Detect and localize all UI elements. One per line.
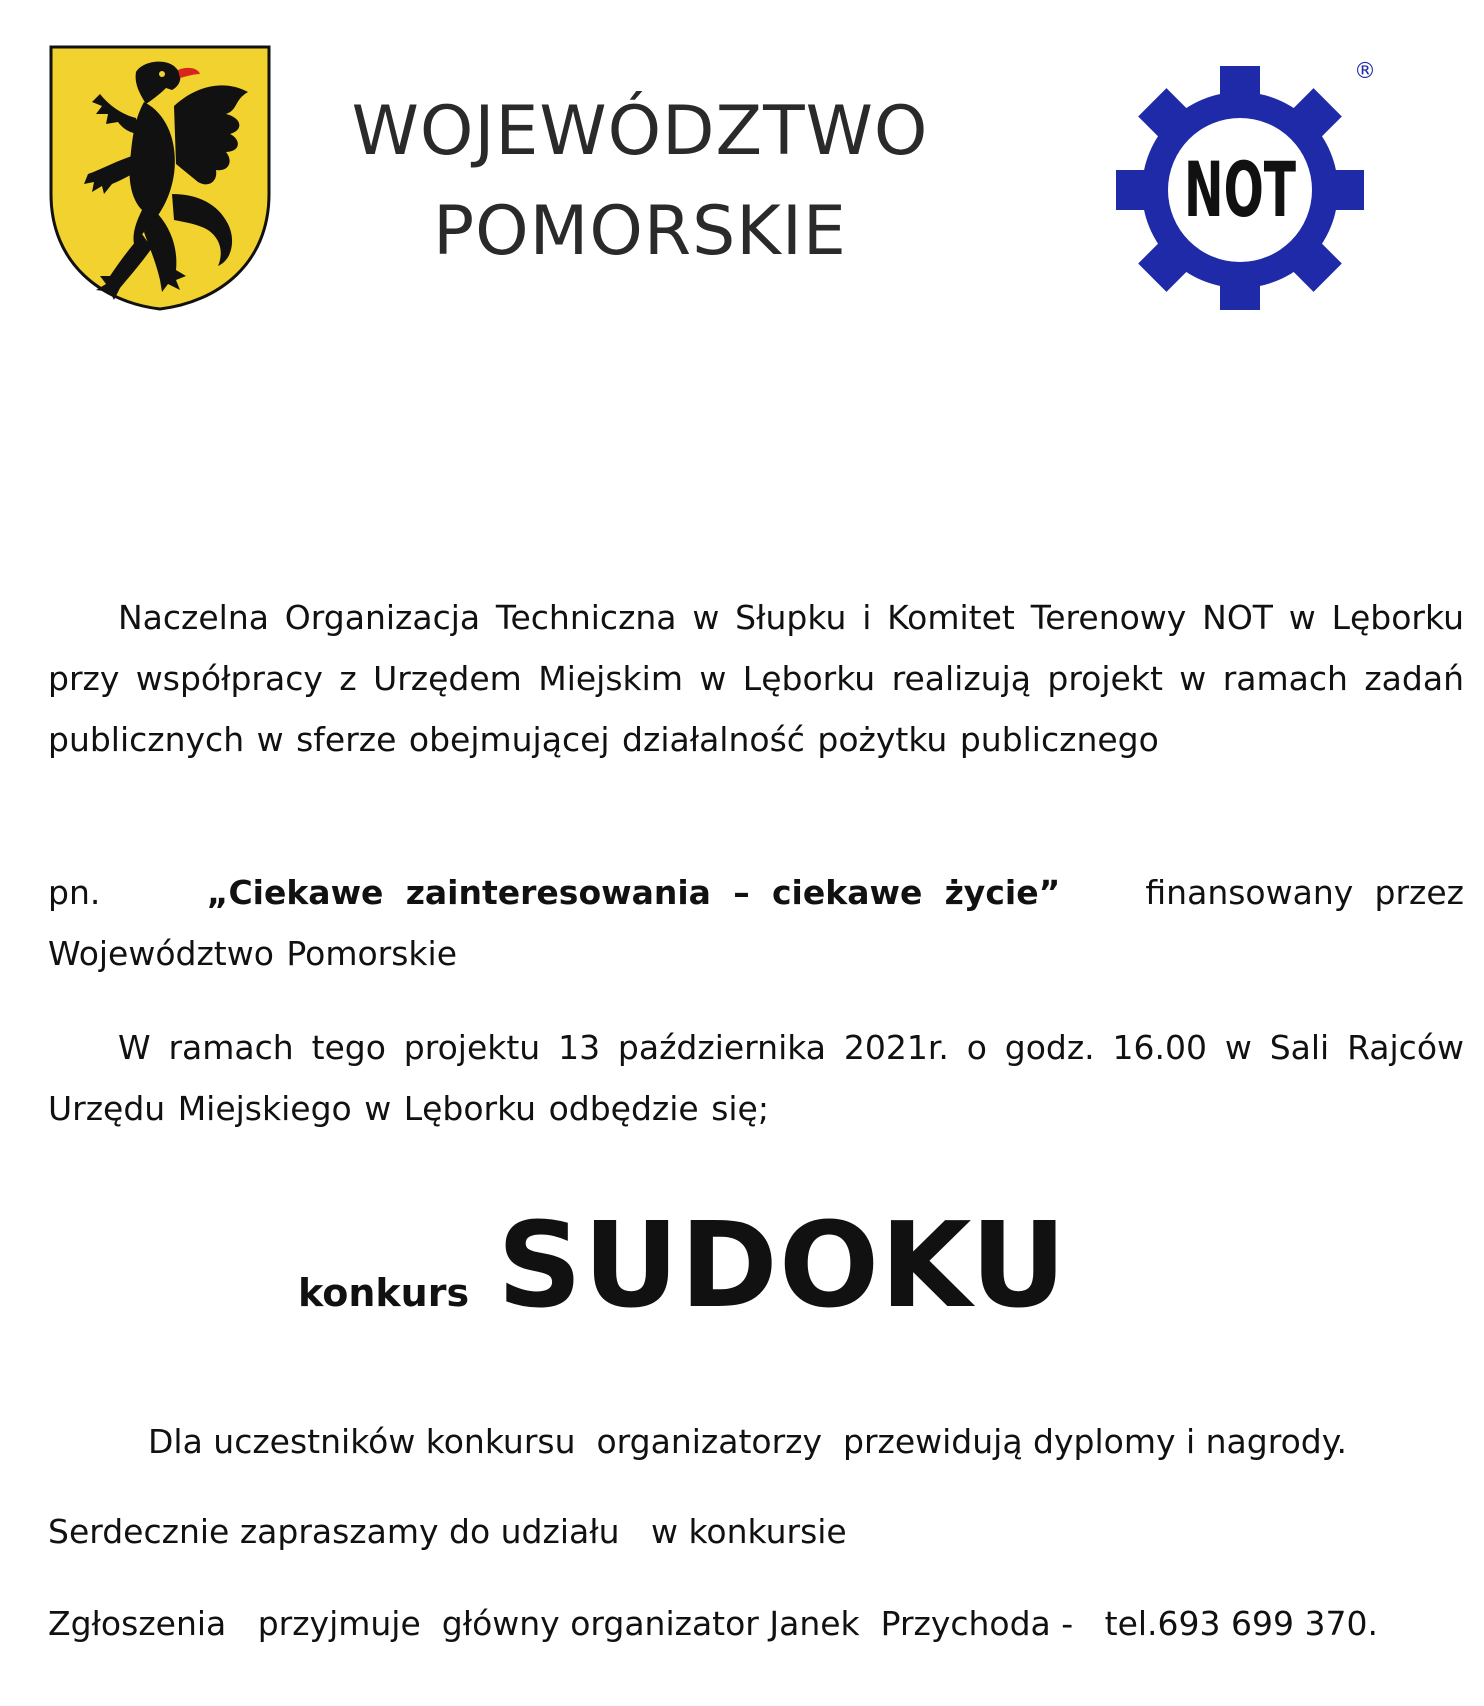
intro-text: Naczelna Organizacja Techniczna w Słupku i Komitet Terenowy NOT w Lęborku przy współpracy z Urzędem Miejskim w Lęborku realizują projekt w ramach zadań publicznych w sferze obejmującej działalność pożytku publicznego [48,598,1464,759]
project-funding: finansowany przez Województwo Pomorskie [48,873,1465,973]
project-name-paragraph [48,862,1464,984]
contest-label: konkurs [298,1271,470,1315]
region-title [300,82,980,282]
not-logo-text: NOT [1184,145,1297,234]
project-prefix: pn. [48,873,101,912]
event-paragraph [48,1017,1464,1139]
not-gear-logo [1110,50,1380,310]
pomorskie-crest-logo [48,44,272,312]
region-title-line1: WOJEWÓDZTWO [351,92,929,171]
contest-heading [298,1196,1067,1334]
registered-mark: ® [1354,59,1376,84]
contest-name: SUDOKU [497,1196,1068,1334]
invite-line: Serdecznie zapraszamy do udziału w konkursie [48,1512,847,1551]
event-text: W ramach tego projektu 13 października 2021r. o godz. 16.00 w Sali Rajców Urzędu Miejskiego w Lęborku odbędzie się; [48,1028,1464,1128]
region-title-line2: POMORSKIE [433,192,847,271]
awards-line: Dla uczestników konkursu organizatorzy przewidują dyplomy i nagrody. [148,1422,1348,1461]
contact-line: Zgłoszenia przyjmuje główny organizator Janek Przychoda - tel.693 699 370. [48,1604,1378,1643]
intro-paragraph [48,587,1464,770]
project-title: „Ciekawe zainteresowania – ciekawe życie” [206,873,1061,912]
